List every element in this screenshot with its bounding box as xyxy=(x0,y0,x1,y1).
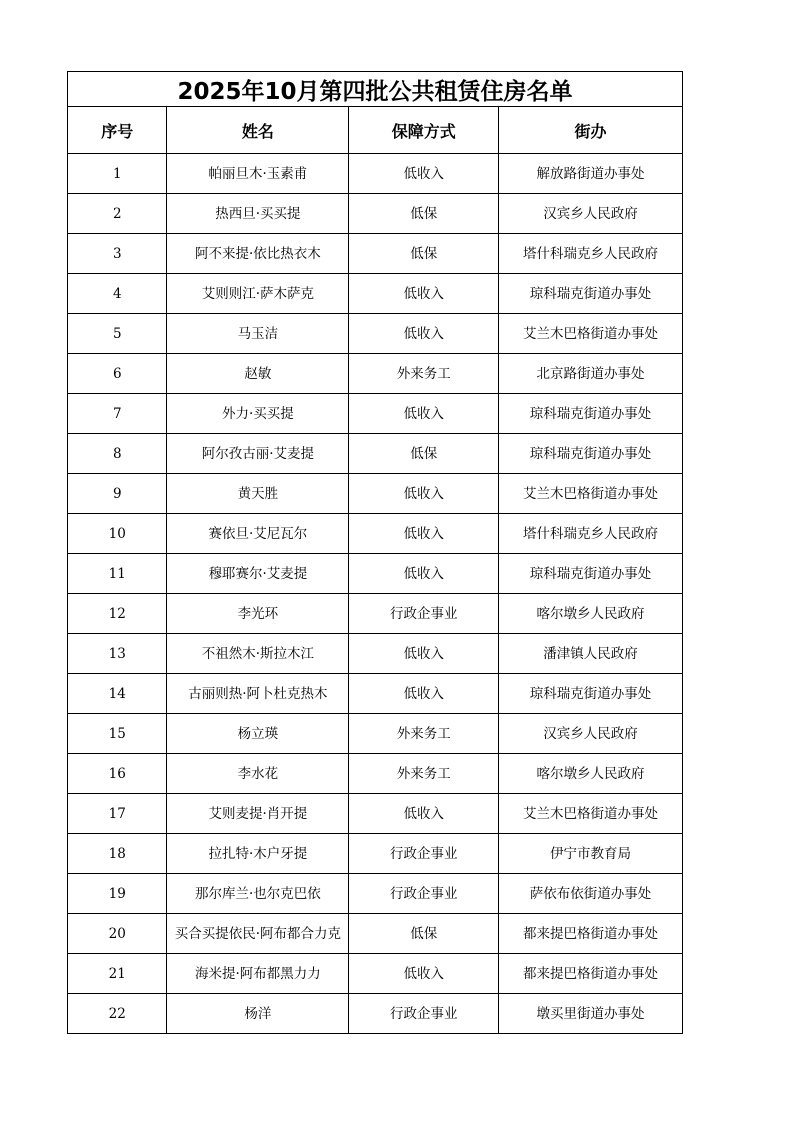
cell-name: 那尔库兰·也尔克巴依 xyxy=(167,874,349,914)
cell-name: 帕丽旦木·玉素甫 xyxy=(167,154,349,194)
cell-office: 潘津镇人民政府 xyxy=(499,634,683,674)
cell-type: 低收入 xyxy=(349,954,499,994)
cell-no: 4 xyxy=(68,274,167,314)
table-row xyxy=(68,754,683,794)
cell-name: 赵敏 xyxy=(167,354,349,394)
cell-office: 伊宁市教育局 xyxy=(499,834,683,874)
cell-type: 低保 xyxy=(349,914,499,954)
table-row xyxy=(68,874,683,914)
cell-office: 塔什科瑞克乡人民政府 xyxy=(499,514,683,554)
cell-type: 低收入 xyxy=(349,474,499,514)
cell-name: 不祖然木·斯拉木江 xyxy=(167,634,349,674)
cell-office: 喀尔墩乡人民政府 xyxy=(499,754,683,794)
table-row xyxy=(68,634,683,674)
document-title: 2025年10月第四批公共租赁住房名单 xyxy=(68,72,683,107)
cell-office: 萨依布依街道办事处 xyxy=(499,874,683,914)
table-row xyxy=(68,994,683,1034)
cell-no: 17 xyxy=(68,794,167,834)
cell-office: 琼科瑞克街道办事处 xyxy=(499,434,683,474)
title-row xyxy=(68,72,683,107)
cell-office: 都来提巴格街道办事处 xyxy=(499,914,683,954)
cell-no: 10 xyxy=(68,514,167,554)
cell-type: 低保 xyxy=(349,434,499,474)
cell-type: 外来务工 xyxy=(349,714,499,754)
table-row xyxy=(68,154,683,194)
cell-name: 阿不来提·依比热衣木 xyxy=(167,234,349,274)
cell-no: 9 xyxy=(68,474,167,514)
header-no: 序号 xyxy=(68,107,167,154)
cell-office: 汉宾乡人民政府 xyxy=(499,714,683,754)
cell-no: 5 xyxy=(68,314,167,354)
cell-type: 行政企事业 xyxy=(349,594,499,634)
cell-name: 热西旦·买买提 xyxy=(167,194,349,234)
header-office: 街办 xyxy=(499,107,683,154)
cell-no: 19 xyxy=(68,874,167,914)
cell-name: 李水花 xyxy=(167,754,349,794)
cell-type: 外来务工 xyxy=(349,354,499,394)
cell-office: 艾兰木巴格街道办事处 xyxy=(499,314,683,354)
cell-name: 杨洋 xyxy=(167,994,349,1034)
cell-name: 穆耶赛尔·艾麦提 xyxy=(167,554,349,594)
cell-type: 低收入 xyxy=(349,634,499,674)
housing-list-table xyxy=(67,71,683,1034)
cell-office: 塔什科瑞克乡人民政府 xyxy=(499,234,683,274)
cell-type: 低收入 xyxy=(349,274,499,314)
table-row xyxy=(68,514,683,554)
cell-type: 低收入 xyxy=(349,514,499,554)
cell-office: 琼科瑞克街道办事处 xyxy=(499,394,683,434)
table-row xyxy=(68,714,683,754)
cell-name: 拉扎特·木户牙提 xyxy=(167,834,349,874)
cell-office: 解放路街道办事处 xyxy=(499,154,683,194)
cell-office: 北京路街道办事处 xyxy=(499,354,683,394)
cell-no: 18 xyxy=(68,834,167,874)
cell-type: 行政企事业 xyxy=(349,874,499,914)
cell-type: 低收入 xyxy=(349,394,499,434)
table-body xyxy=(68,154,683,1034)
cell-no: 12 xyxy=(68,594,167,634)
table-row xyxy=(68,434,683,474)
table-row xyxy=(68,674,683,714)
cell-no: 16 xyxy=(68,754,167,794)
cell-type: 低保 xyxy=(349,234,499,274)
table-row xyxy=(68,834,683,874)
cell-name: 买合买提依民·阿布都合力克 xyxy=(167,914,349,954)
table-row xyxy=(68,914,683,954)
header-row xyxy=(68,107,683,154)
cell-no: 13 xyxy=(68,634,167,674)
cell-office: 琼科瑞克街道办事处 xyxy=(499,554,683,594)
cell-name: 艾则麦提·肖开提 xyxy=(167,794,349,834)
cell-type: 低收入 xyxy=(349,314,499,354)
cell-name: 古丽则热·阿卜杜克热木 xyxy=(167,674,349,714)
cell-no: 1 xyxy=(68,154,167,194)
table-row xyxy=(68,794,683,834)
table-row xyxy=(68,394,683,434)
cell-name: 杨立瑛 xyxy=(167,714,349,754)
cell-name: 艾则则江·萨木萨克 xyxy=(167,274,349,314)
table-row xyxy=(68,234,683,274)
cell-no: 14 xyxy=(68,674,167,714)
cell-type: 低收入 xyxy=(349,674,499,714)
cell-type: 低收入 xyxy=(349,554,499,594)
table-row xyxy=(68,194,683,234)
cell-office: 都来提巴格街道办事处 xyxy=(499,954,683,994)
cell-name: 海米提·阿布都黑力力 xyxy=(167,954,349,994)
cell-name: 外力·买买提 xyxy=(167,394,349,434)
cell-no: 11 xyxy=(68,554,167,594)
cell-type: 低收入 xyxy=(349,794,499,834)
cell-office: 琼科瑞克街道办事处 xyxy=(499,674,683,714)
cell-office: 艾兰木巴格街道办事处 xyxy=(499,474,683,514)
table-row xyxy=(68,314,683,354)
cell-office: 艾兰木巴格街道办事处 xyxy=(499,794,683,834)
cell-type: 外来务工 xyxy=(349,754,499,794)
table-row xyxy=(68,594,683,634)
cell-name: 赛依旦·艾尼瓦尔 xyxy=(167,514,349,554)
table-row xyxy=(68,474,683,514)
cell-office: 喀尔墩乡人民政府 xyxy=(499,594,683,634)
cell-name: 阿尔孜古丽·艾麦提 xyxy=(167,434,349,474)
table-row xyxy=(68,954,683,994)
cell-no: 20 xyxy=(68,914,167,954)
cell-no: 21 xyxy=(68,954,167,994)
cell-type: 低收入 xyxy=(349,154,499,194)
header-name: 姓名 xyxy=(167,107,349,154)
table-row xyxy=(68,354,683,394)
cell-no: 22 xyxy=(68,994,167,1034)
cell-type: 行政企事业 xyxy=(349,834,499,874)
cell-name: 马玉洁 xyxy=(167,314,349,354)
cell-office: 墩买里街道办事处 xyxy=(499,994,683,1034)
cell-type: 行政企事业 xyxy=(349,994,499,1034)
cell-name: 李光环 xyxy=(167,594,349,634)
cell-no: 7 xyxy=(68,394,167,434)
header-type: 保障方式 xyxy=(349,107,499,154)
cell-office: 汉宾乡人民政府 xyxy=(499,194,683,234)
cell-no: 8 xyxy=(68,434,167,474)
cell-type: 低保 xyxy=(349,194,499,234)
table-row xyxy=(68,554,683,594)
cell-no: 3 xyxy=(68,234,167,274)
cell-no: 6 xyxy=(68,354,167,394)
cell-no: 15 xyxy=(68,714,167,754)
table-row xyxy=(68,274,683,314)
cell-no: 2 xyxy=(68,194,167,234)
cell-name: 黄天胜 xyxy=(167,474,349,514)
cell-office: 琼科瑞克街道办事处 xyxy=(499,274,683,314)
